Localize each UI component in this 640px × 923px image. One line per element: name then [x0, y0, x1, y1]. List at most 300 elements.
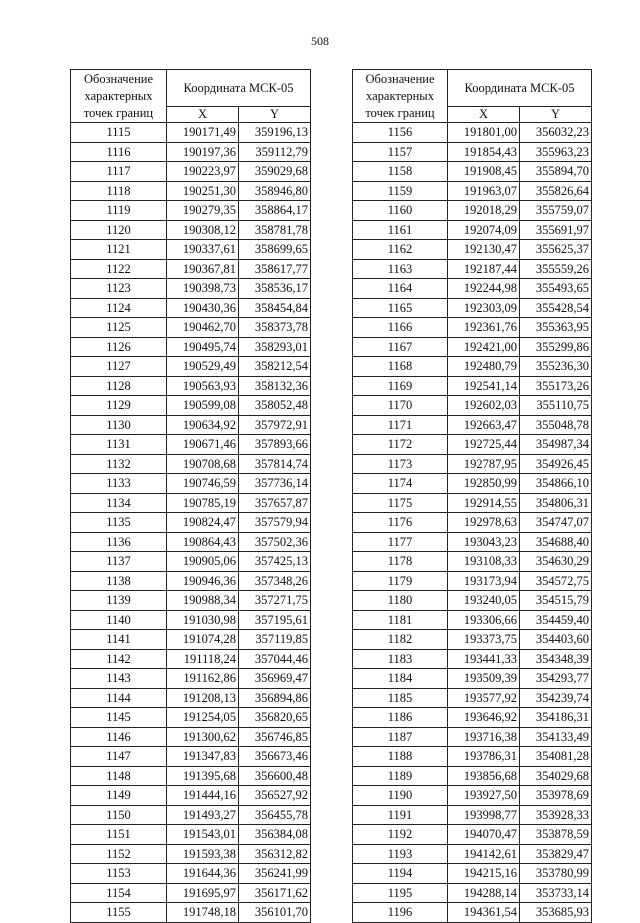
- table-row: [353, 864, 592, 884]
- y-column-header: Y: [520, 107, 592, 123]
- x-coordinate-cell: 191118,24: [167, 649, 239, 669]
- table-row: [71, 571, 311, 591]
- y-coordinate-cell: 355048,78: [520, 415, 592, 435]
- y-coordinate-cell: 354081,28: [520, 747, 592, 767]
- y-coordinate-cell: 355493,65: [520, 279, 592, 299]
- y-coordinate-cell: 355759,07: [520, 201, 592, 221]
- table-row: [71, 610, 311, 630]
- point-id-cell: 1189: [353, 766, 448, 786]
- point-id-cell: 1135: [71, 513, 167, 533]
- point-id-cell: 1183: [353, 649, 448, 669]
- table-row: [71, 552, 311, 572]
- point-column-header: Обозначение характерных точек границ: [71, 70, 167, 123]
- y-coordinate-cell: 358373,78: [239, 318, 311, 338]
- point-id-cell: 1147: [71, 747, 167, 767]
- x-coordinate-cell: 192978,63: [448, 513, 520, 533]
- x-coordinate-cell: 193108,33: [448, 552, 520, 572]
- point-id-cell: 1143: [71, 669, 167, 689]
- point-id-cell: 1132: [71, 454, 167, 474]
- y-coordinate-cell: 356894,86: [239, 688, 311, 708]
- point-id-cell: 1120: [71, 220, 167, 240]
- y-coordinate-cell: 358781,78: [239, 220, 311, 240]
- y-coordinate-cell: 354186,31: [520, 708, 592, 728]
- table-row: [353, 610, 592, 630]
- y-coordinate-cell: 354133,49: [520, 727, 592, 747]
- y-coordinate-cell: 353780,99: [520, 864, 592, 884]
- x-coordinate-cell: 191300,62: [167, 727, 239, 747]
- table-row: [353, 474, 592, 494]
- y-coordinate-cell: 355826,64: [520, 181, 592, 201]
- x-coordinate-cell: 190223,97: [167, 162, 239, 182]
- table-row: [353, 844, 592, 864]
- y-coordinate-cell: 355428,54: [520, 298, 592, 318]
- x-coordinate-cell: 191644,36: [167, 864, 239, 884]
- point-id-cell: 1175: [353, 493, 448, 513]
- point-id-cell: 1165: [353, 298, 448, 318]
- point-id-cell: 1152: [71, 844, 167, 864]
- table-row: [71, 279, 311, 299]
- point-id-cell: 1155: [71, 903, 167, 923]
- table-row: [71, 181, 311, 201]
- x-coordinate-cell: 192787,95: [448, 454, 520, 474]
- x-coordinate-cell: 192074,09: [448, 220, 520, 240]
- point-id-cell: 1156: [353, 123, 448, 143]
- point-id-cell: 1133: [71, 474, 167, 494]
- point-id-cell: 1125: [71, 318, 167, 338]
- y-coordinate-cell: 355894,70: [520, 162, 592, 182]
- x-coordinate-cell: 190905,06: [167, 552, 239, 572]
- y-coordinate-cell: 358617,77: [239, 259, 311, 279]
- x-coordinate-cell: 191395,68: [167, 766, 239, 786]
- y-coordinate-cell: 354348,39: [520, 649, 592, 669]
- point-id-cell: 1167: [353, 337, 448, 357]
- point-id-cell: 1124: [71, 298, 167, 318]
- x-coordinate-cell: 193306,66: [448, 610, 520, 630]
- table-row: [353, 493, 592, 513]
- x-coordinate-cell: 192850,99: [448, 474, 520, 494]
- y-coordinate-cell: 356527,92: [239, 786, 311, 806]
- table-row: [71, 376, 311, 396]
- y-coordinate-cell: 358132,36: [239, 376, 311, 396]
- point-id-cell: 1122: [71, 259, 167, 279]
- x-coordinate-cell: 191347,83: [167, 747, 239, 767]
- table-row: [353, 649, 592, 669]
- table-row: [71, 337, 311, 357]
- table-row: [353, 883, 592, 903]
- point-id-cell: 1196: [353, 903, 448, 923]
- table-row: [71, 259, 311, 279]
- point-id-cell: 1180: [353, 591, 448, 611]
- point-id-cell: 1141: [71, 630, 167, 650]
- x-coordinate-cell: 191074,28: [167, 630, 239, 650]
- point-id-cell: 1192: [353, 825, 448, 845]
- x-coordinate-cell: 192725,44: [448, 435, 520, 455]
- table-row: [353, 571, 592, 591]
- y-coordinate-cell: 354572,75: [520, 571, 592, 591]
- x-coordinate-cell: 190430,36: [167, 298, 239, 318]
- x-coordinate-cell: 194361,54: [448, 903, 520, 923]
- table-row: [71, 727, 311, 747]
- x-coordinate-cell: 193173,94: [448, 571, 520, 591]
- x-coordinate-cell: 193646,92: [448, 708, 520, 728]
- table-row: [71, 240, 311, 260]
- point-id-cell: 1163: [353, 259, 448, 279]
- x-coordinate-cell: 194288,14: [448, 883, 520, 903]
- y-coordinate-cell: 356600,48: [239, 766, 311, 786]
- table-row: [71, 474, 311, 494]
- y-coordinate-cell: 354239,74: [520, 688, 592, 708]
- x-coordinate-cell: 192244,98: [448, 279, 520, 299]
- coordinates-table-right: [352, 69, 592, 923]
- table-row: [353, 552, 592, 572]
- point-id-cell: 1174: [353, 474, 448, 494]
- table-row: [71, 493, 311, 513]
- x-coordinate-cell: 191254,05: [167, 708, 239, 728]
- x-coordinate-cell: 191030,98: [167, 610, 239, 630]
- table-row: [353, 825, 592, 845]
- x-coordinate-cell: 191801,00: [448, 123, 520, 143]
- y-coordinate-cell: 354630,29: [520, 552, 592, 572]
- point-id-cell: 1177: [353, 532, 448, 552]
- point-id-cell: 1137: [71, 552, 167, 572]
- y-coordinate-cell: 356820,65: [239, 708, 311, 728]
- point-id-cell: 1149: [71, 786, 167, 806]
- x-coordinate-cell: 190279,35: [167, 201, 239, 221]
- page-number: 508: [311, 34, 329, 48]
- y-coordinate-cell: 353685,93: [520, 903, 592, 923]
- point-id-cell: 1166: [353, 318, 448, 338]
- x-coordinate-cell: 190563,93: [167, 376, 239, 396]
- table-row: [71, 162, 311, 182]
- x-coordinate-cell: 190398,73: [167, 279, 239, 299]
- point-id-cell: 1151: [71, 825, 167, 845]
- y-coordinate-cell: 357972,91: [239, 415, 311, 435]
- table-row: [71, 747, 311, 767]
- table-row: [353, 142, 592, 162]
- point-id-cell: 1162: [353, 240, 448, 260]
- table-row: [353, 415, 592, 435]
- y-coordinate-cell: 354806,31: [520, 493, 592, 513]
- x-coordinate-cell: 192130,47: [448, 240, 520, 260]
- y-coordinate-cell: 357044,46: [239, 649, 311, 669]
- table-row: [71, 766, 311, 786]
- x-coordinate-cell: 194142,61: [448, 844, 520, 864]
- x-coordinate-cell: 190634,92: [167, 415, 239, 435]
- x-coordinate-cell: 194070,47: [448, 825, 520, 845]
- x-coordinate-cell: 193998,77: [448, 805, 520, 825]
- y-coordinate-cell: 355236,30: [520, 357, 592, 377]
- x-coordinate-cell: 193716,38: [448, 727, 520, 747]
- x-coordinate-cell: 192663,47: [448, 415, 520, 435]
- table-row: [71, 298, 311, 318]
- table-row: [71, 318, 311, 338]
- x-coordinate-cell: 190495,74: [167, 337, 239, 357]
- table-row: [353, 376, 592, 396]
- x-coordinate-cell: 192541,14: [448, 376, 520, 396]
- y-coordinate-cell: 354029,68: [520, 766, 592, 786]
- y-coordinate-cell: 353928,33: [520, 805, 592, 825]
- point-id-cell: 1179: [353, 571, 448, 591]
- table-row: [71, 396, 311, 416]
- table-row: [71, 454, 311, 474]
- point-id-cell: 1176: [353, 513, 448, 533]
- point-id-cell: 1134: [71, 493, 167, 513]
- x-coordinate-cell: 193240,05: [448, 591, 520, 611]
- point-id-cell: 1182: [353, 630, 448, 650]
- point-id-cell: 1142: [71, 649, 167, 669]
- y-coordinate-cell: 356746,85: [239, 727, 311, 747]
- y-coordinate-cell: 355299,86: [520, 337, 592, 357]
- point-id-cell: 1160: [353, 201, 448, 221]
- y-coordinate-cell: 355173,26: [520, 376, 592, 396]
- coordinate-system-header: Координата МСК-05: [167, 70, 311, 107]
- table-row: [71, 415, 311, 435]
- table-row: [353, 805, 592, 825]
- x-coordinate-cell: 191963,07: [448, 181, 520, 201]
- table-row: [353, 123, 592, 143]
- table-row: [353, 162, 592, 182]
- x-coordinate-cell: 190708,68: [167, 454, 239, 474]
- table-row: [71, 844, 311, 864]
- x-coordinate-cell: 190746,59: [167, 474, 239, 494]
- point-id-cell: 1194: [353, 864, 448, 884]
- table-row: [353, 727, 592, 747]
- y-coordinate-cell: 354293,77: [520, 669, 592, 689]
- x-coordinate-cell: 193509,39: [448, 669, 520, 689]
- point-id-cell: 1148: [71, 766, 167, 786]
- x-coordinate-cell: 190462,70: [167, 318, 239, 338]
- x-coordinate-cell: 193441,33: [448, 649, 520, 669]
- y-coordinate-cell: 357195,61: [239, 610, 311, 630]
- point-id-cell: 1126: [71, 337, 167, 357]
- x-coordinate-cell: 192361,76: [448, 318, 520, 338]
- y-coordinate-cell: 358946,80: [239, 181, 311, 201]
- point-id-cell: 1169: [353, 376, 448, 396]
- y-coordinate-cell: 354515,79: [520, 591, 592, 611]
- x-coordinate-cell: 190337,61: [167, 240, 239, 260]
- y-coordinate-cell: 357814,74: [239, 454, 311, 474]
- x-coordinate-cell: 190785,19: [167, 493, 239, 513]
- x-coordinate-cell: 190529,49: [167, 357, 239, 377]
- x-coordinate-cell: 191748,18: [167, 903, 239, 923]
- y-coordinate-cell: 357271,75: [239, 591, 311, 611]
- point-id-cell: 1116: [71, 142, 167, 162]
- table-row: [353, 766, 592, 786]
- point-id-cell: 1186: [353, 708, 448, 728]
- x-coordinate-cell: 193043,23: [448, 532, 520, 552]
- y-coordinate-cell: 354459,40: [520, 610, 592, 630]
- table-row: [71, 123, 311, 143]
- table-row: [353, 396, 592, 416]
- point-id-cell: 1195: [353, 883, 448, 903]
- y-coordinate-cell: 358536,17: [239, 279, 311, 299]
- y-coordinate-cell: 355625,37: [520, 240, 592, 260]
- y-coordinate-cell: 359196,13: [239, 123, 311, 143]
- table-row: [71, 532, 311, 552]
- x-coordinate-cell: 193786,31: [448, 747, 520, 767]
- point-id-cell: 1172: [353, 435, 448, 455]
- table-row: [353, 435, 592, 455]
- table-row: [71, 825, 311, 845]
- x-coordinate-cell: 190308,12: [167, 220, 239, 240]
- y-coordinate-cell: 358293,01: [239, 337, 311, 357]
- point-id-cell: 1173: [353, 454, 448, 474]
- table-row: [353, 688, 592, 708]
- point-id-cell: 1185: [353, 688, 448, 708]
- y-coordinate-cell: 355691,97: [520, 220, 592, 240]
- x-coordinate-cell: 190251,30: [167, 181, 239, 201]
- x-coordinate-cell: 190946,36: [167, 571, 239, 591]
- y-coordinate-cell: 356101,70: [239, 903, 311, 923]
- x-coordinate-cell: 193927,50: [448, 786, 520, 806]
- point-id-cell: 1144: [71, 688, 167, 708]
- point-id-cell: 1181: [353, 610, 448, 630]
- y-coordinate-cell: 353829,47: [520, 844, 592, 864]
- table-row: [71, 630, 311, 650]
- x-coordinate-cell: 190988,34: [167, 591, 239, 611]
- y-coordinate-cell: 355559,26: [520, 259, 592, 279]
- table-row: [353, 513, 592, 533]
- table-row: [353, 220, 592, 240]
- y-coordinate-cell: 356312,82: [239, 844, 311, 864]
- point-id-cell: 1164: [353, 279, 448, 299]
- x-coordinate-cell: 194215,16: [448, 864, 520, 884]
- x-coordinate-cell: 192914,55: [448, 493, 520, 513]
- table-row: [71, 805, 311, 825]
- y-coordinate-cell: 356673,46: [239, 747, 311, 767]
- x-coordinate-cell: 190824,47: [167, 513, 239, 533]
- y-coordinate-cell: 357893,66: [239, 435, 311, 455]
- y-coordinate-cell: 353878,59: [520, 825, 592, 845]
- y-coordinate-cell: 356171,62: [239, 883, 311, 903]
- y-coordinate-cell: 356384,08: [239, 825, 311, 845]
- y-coordinate-cell: 357348,26: [239, 571, 311, 591]
- y-coordinate-cell: 357425,13: [239, 552, 311, 572]
- point-id-cell: 1184: [353, 669, 448, 689]
- y-coordinate-cell: 355363,95: [520, 318, 592, 338]
- table-row: [353, 318, 592, 338]
- y-coordinate-cell: 354688,40: [520, 532, 592, 552]
- y-coordinate-cell: 357119,85: [239, 630, 311, 650]
- x-coordinate-cell: 191593,38: [167, 844, 239, 864]
- x-coordinate-cell: 190197,36: [167, 142, 239, 162]
- y-coordinate-cell: 357657,87: [239, 493, 311, 513]
- point-id-cell: 1117: [71, 162, 167, 182]
- x-coordinate-cell: 192480,79: [448, 357, 520, 377]
- table-row: [71, 688, 311, 708]
- table-row: [71, 883, 311, 903]
- point-id-cell: 1121: [71, 240, 167, 260]
- x-coordinate-cell: 191695,97: [167, 883, 239, 903]
- point-id-cell: 1123: [71, 279, 167, 299]
- y-coordinate-cell: 354747,07: [520, 513, 592, 533]
- x-coordinate-cell: 191854,43: [448, 142, 520, 162]
- y-coordinate-cell: 355110,75: [520, 396, 592, 416]
- x-coordinate-cell: 192421,00: [448, 337, 520, 357]
- table-row: [71, 513, 311, 533]
- x-coordinate-cell: 191162,86: [167, 669, 239, 689]
- x-coordinate-cell: 192303,09: [448, 298, 520, 318]
- point-id-cell: 1127: [71, 357, 167, 377]
- point-id-cell: 1170: [353, 396, 448, 416]
- y-coordinate-cell: 357502,36: [239, 532, 311, 552]
- x-coordinate-cell: 191493,27: [167, 805, 239, 825]
- table-row: [353, 786, 592, 806]
- table-row: [353, 357, 592, 377]
- y-coordinate-cell: 357736,14: [239, 474, 311, 494]
- x-coordinate-cell: 190864,43: [167, 532, 239, 552]
- table-row: [71, 864, 311, 884]
- point-id-cell: 1159: [353, 181, 448, 201]
- table-row: [71, 357, 311, 377]
- point-id-cell: 1119: [71, 201, 167, 221]
- point-id-cell: 1161: [353, 220, 448, 240]
- y-coordinate-cell: 355963,23: [520, 142, 592, 162]
- table-body-left: [71, 123, 311, 923]
- y-coordinate-cell: 358454,84: [239, 298, 311, 318]
- point-id-cell: 1193: [353, 844, 448, 864]
- table-row: [353, 630, 592, 650]
- y-column-header: Y: [239, 107, 311, 123]
- table-row: [71, 435, 311, 455]
- table-row: [71, 142, 311, 162]
- point-id-cell: 1188: [353, 747, 448, 767]
- coordinate-system-header: Координата МСК-05: [448, 70, 592, 107]
- table-row: [71, 220, 311, 240]
- y-coordinate-cell: 356241,99: [239, 864, 311, 884]
- x-column-header: X: [167, 107, 239, 123]
- table-row: [353, 298, 592, 318]
- table-row: [353, 591, 592, 611]
- y-coordinate-cell: 354926,45: [520, 454, 592, 474]
- point-id-cell: 1129: [71, 396, 167, 416]
- x-coordinate-cell: 190671,46: [167, 435, 239, 455]
- table-row: [71, 786, 311, 806]
- y-coordinate-cell: 354866,10: [520, 474, 592, 494]
- y-coordinate-cell: 356969,47: [239, 669, 311, 689]
- y-coordinate-cell: 354987,34: [520, 435, 592, 455]
- point-id-cell: 1136: [71, 532, 167, 552]
- point-id-cell: 1158: [353, 162, 448, 182]
- x-coordinate-cell: 193373,75: [448, 630, 520, 650]
- table-row: [353, 454, 592, 474]
- x-coordinate-cell: 191444,16: [167, 786, 239, 806]
- table-row: [353, 337, 592, 357]
- table-row: [353, 181, 592, 201]
- point-id-cell: 1115: [71, 123, 167, 143]
- table-row: [71, 669, 311, 689]
- table-row: [71, 201, 311, 221]
- x-coordinate-cell: 190171,49: [167, 123, 239, 143]
- point-id-cell: 1145: [71, 708, 167, 728]
- point-id-cell: 1153: [71, 864, 167, 884]
- x-coordinate-cell: 192018,29: [448, 201, 520, 221]
- point-id-cell: 1154: [71, 883, 167, 903]
- table-row: [353, 259, 592, 279]
- table-row: [353, 201, 592, 221]
- x-coordinate-cell: 191908,45: [448, 162, 520, 182]
- table-row: [71, 649, 311, 669]
- point-id-cell: 1191: [353, 805, 448, 825]
- table-row: [353, 708, 592, 728]
- table-row: [353, 903, 592, 923]
- y-coordinate-cell: 358052,48: [239, 396, 311, 416]
- x-column-header: X: [448, 107, 520, 123]
- x-coordinate-cell: 191543,01: [167, 825, 239, 845]
- point-id-cell: 1128: [71, 376, 167, 396]
- table-row: [71, 903, 311, 923]
- table-row: [353, 669, 592, 689]
